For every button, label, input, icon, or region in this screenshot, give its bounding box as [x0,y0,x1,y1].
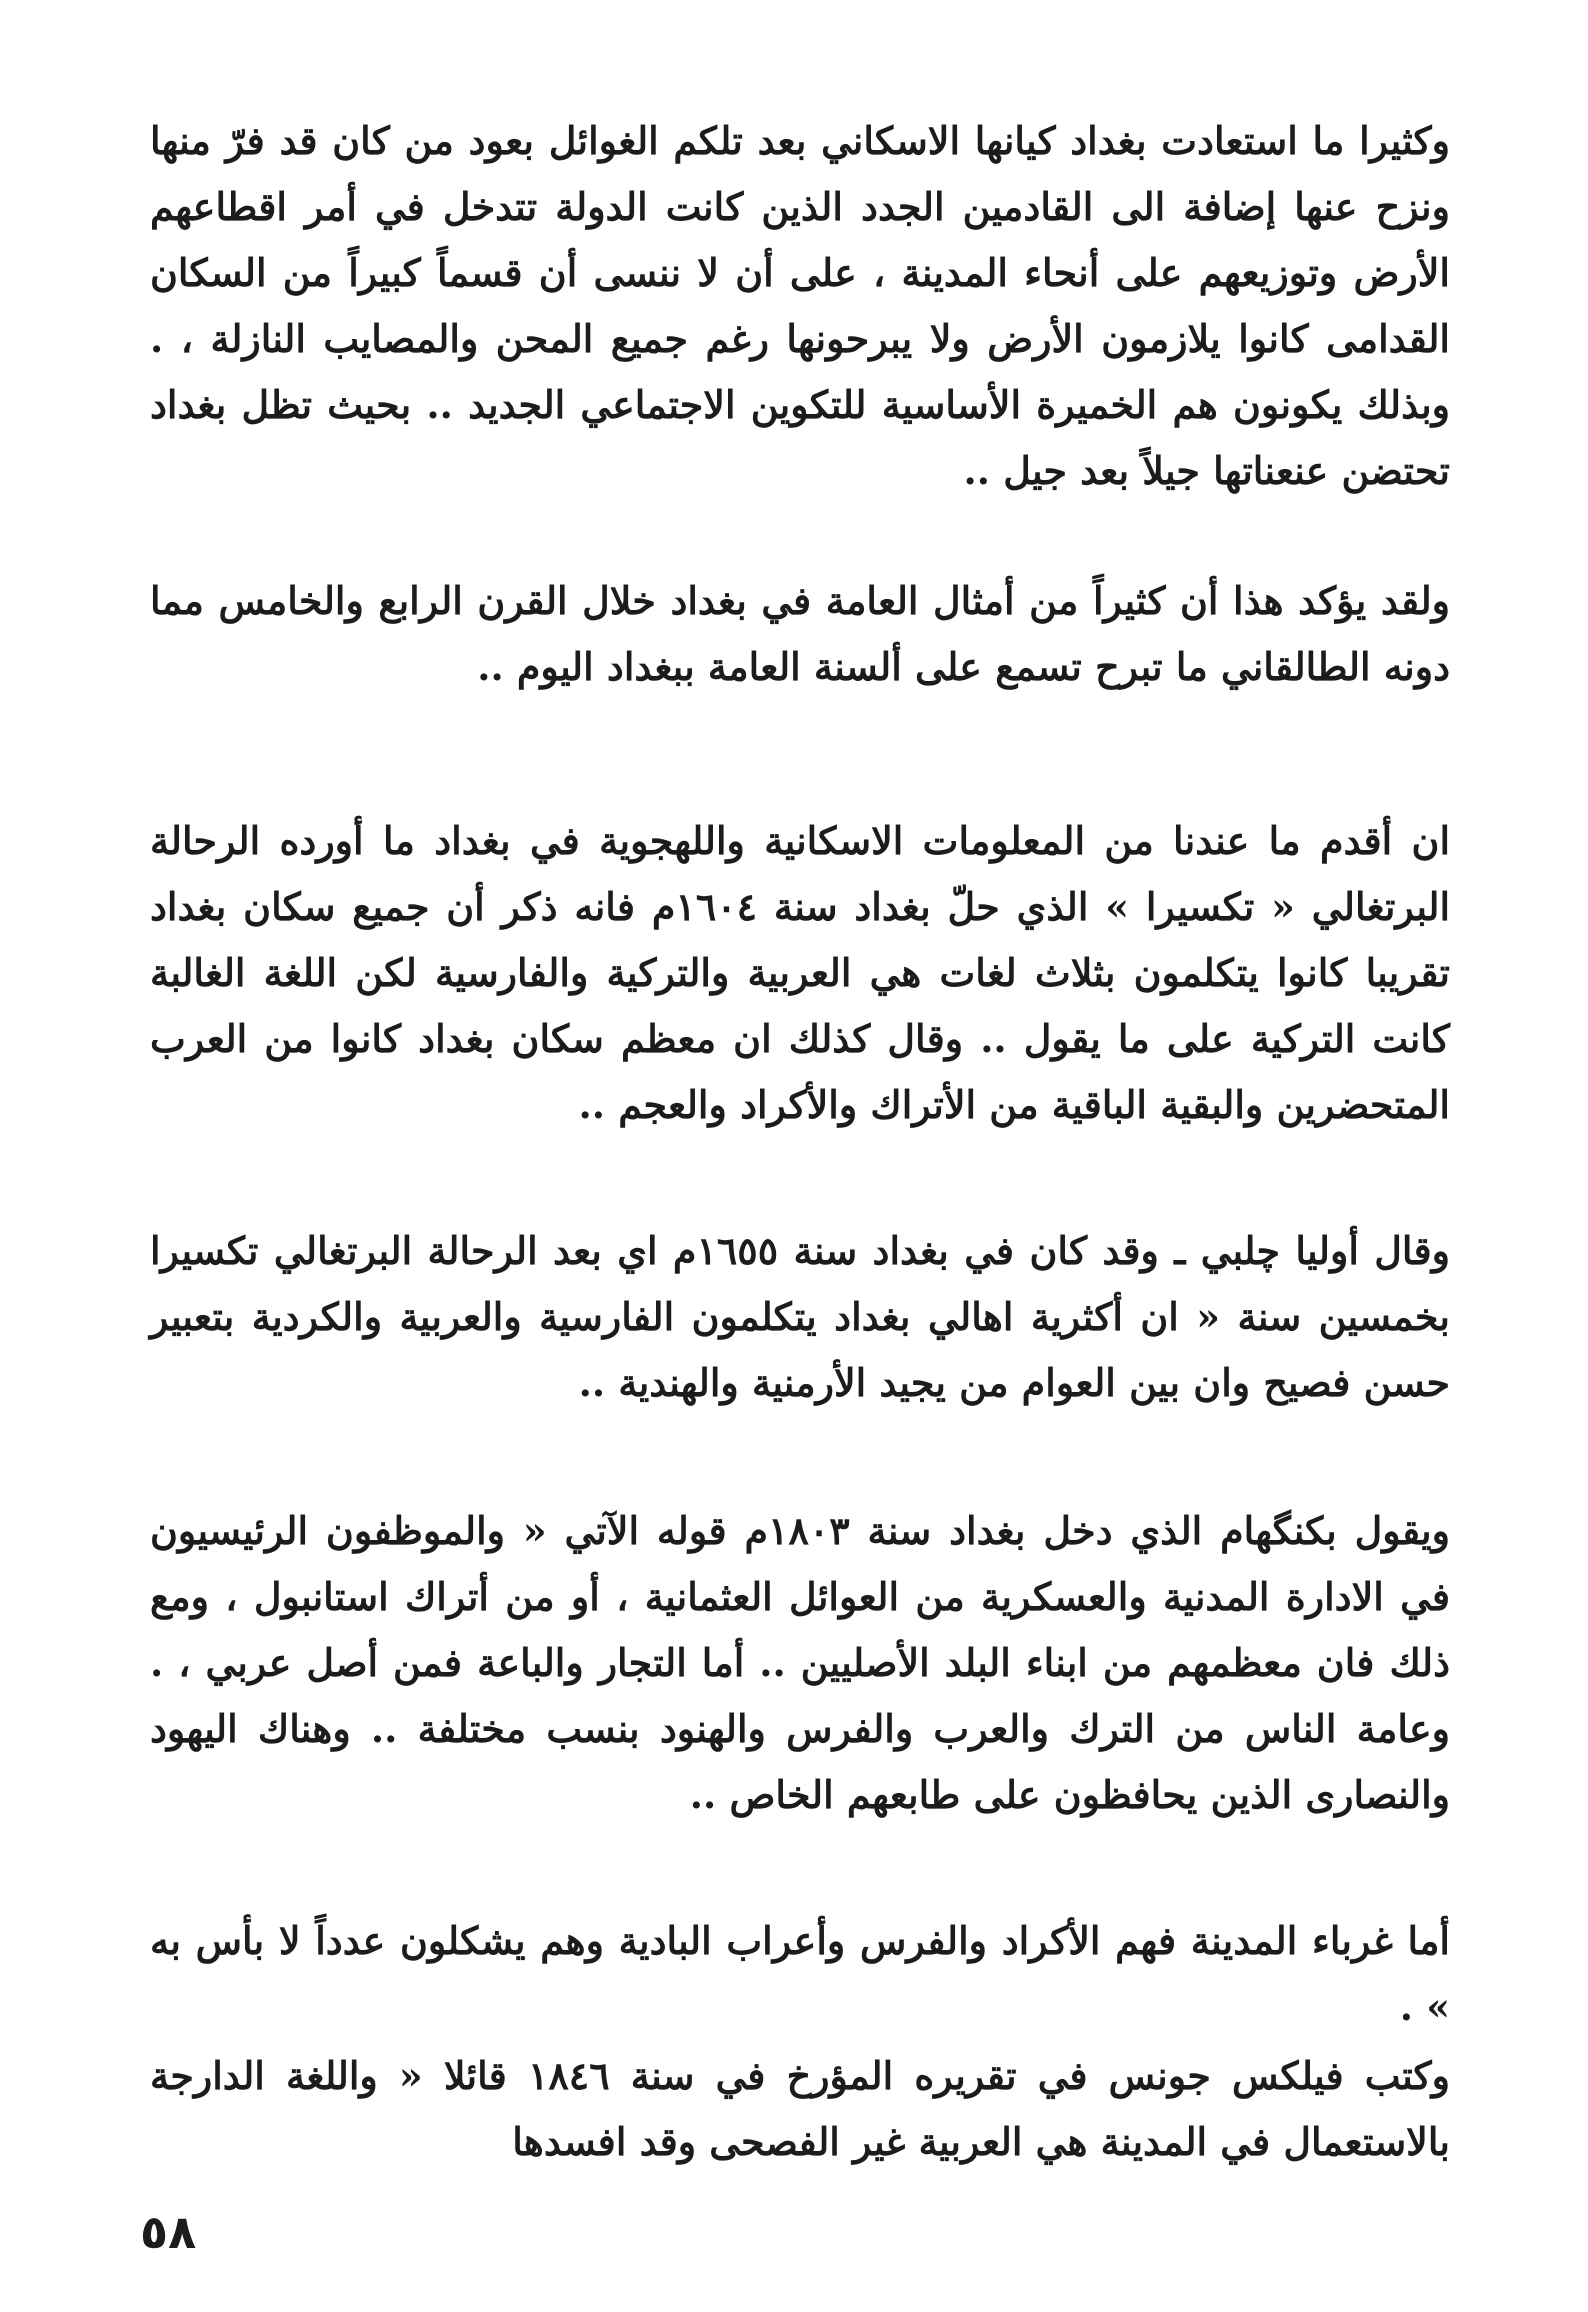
paragraph-3: ان أقدم ما عندنا من المعلومات الاسكانية واللهجوية في بغداد ما أورده الرحالة البرتغالي « تكسيرا » الذي حلّ بغداد سنة ١٦٠٤م فانه ذكر أن جميع سكان بغداد تقريبا كانوا يتكلمون بثلاث لغات هي العربية والتركية والفارسية لكن اللغة الغالبة كانت التركية على ما يقول .. وقال كذلك ان معظم سكان بغداد كانوا من العرب المتحضرين والبقية الباقية من الأتراك والأكراد والعجم .. [150,818,1450,1127]
paragraph-4: وقال أوليا چلبي ـ وقد كان في بغداد سنة ١٦٥٥م اي بعد الرحالة البرتغالي تكسيرا بخمسين سنة « ان أكثرية اهالي بغداد يتكلمون الفارسية والعربية والكردية بتعبير حسن فصيح وان بين العوام من يجيد الأرمنية والهندية .. [150,1228,1450,1405]
paragraph-2: ولقد يؤكد هذا أن كثيراً من أمثال العامة في بغداد خلال القرن الرابع والخامس مما دونه الطالقاني ما تبرح تسمع على ألسنة العامة ببغداد اليوم .. [150,578,1450,689]
paragraph-5: ويقول بكنگهام الذي دخل بغداد سنة ١٨٠٣م قوله الآتي « والموظفون الرئيسيون في الادارة المدنية والعسكرية من العوائل العثمانية ، أو من أتراك استانبول ، ومع ذلك فان معظمهم من ابناء البلد الأصليين .. أما التجار والباعة فمن أصل عربي ، . وعامة الناس من الترك والعرب والفرس والهنود بنسب مختلفة .. وهناك اليهود والنصارى الذين يحافظون على طابعهم الخاص .. [150,1508,1450,1817]
paragraph-7: وكتب فيلكس جونس في تقريره المؤرخ في سنة ١٨٤٦ قائلا « واللغة الدارجة بالاستعمال في المدينة هي العربية غير الفصحى وقد افسدها [150,2053,1450,2164]
paragraph-1: وكثيرا ما استعادت بغداد كيانها الاسكاني بعد تلكم الغوائل بعود من كان قد فرّ منها ونزح عنها إضافة الى القادمين الجدد الذين كانت الدولة تتدخل في أمر اقطاعهم الأرض وتوزيعهم على أنحاء المدينة ، على أن لا ننسى أن قسماً كبيراً من السكان القدامى كانوا يلازمون الأرض ولا يبرحونها رغم جميع المحن والمصايب النازلة ، . وبذلك يكونون هم الخميرة الأساسية للتكوين الاجتماعي الجديد .. بحيث تظل بغداد تحتضن عنعناتها جيلاً بعد جيل .. [150,118,1450,493]
page-number: ٥٨ [140,2205,197,2259]
paragraph-6: أما غرباء المدينة فهم الأكراد والفرس وأعراب البادية وهم يشكلون عدداً لا بأس به » . [150,1918,1450,2029]
